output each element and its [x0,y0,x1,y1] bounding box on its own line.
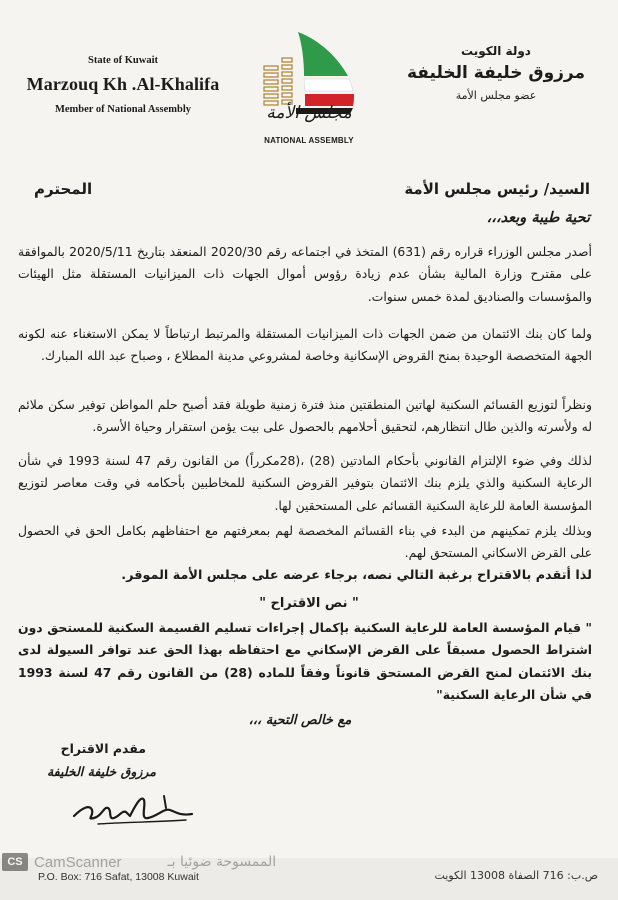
addressee: السيد/ رئيس مجلس الأمة [404,180,590,198]
camscanner-logo-icon: CS [2,853,28,871]
addressee-line [34,180,590,204]
ar-member-name: مرزوق خليفة الخليفة [406,63,586,83]
body-paragraph-3: ونظراً لتوزيع القسائم السكنية لهاتين المنطقتين منذ فترة زمنية طويلة فقد أصبح حلم المواطن توفير سكن ملائم له ولأسرته والذين طال انتظارهم، لتحقيق أحلامهم بالحصول على بيت يؤمن استقرار وحياة الأسرة. [18,397,592,435]
signer-label: مقدم الاقتراح [60,741,146,756]
body-paragraph-1: أصدر مجلس الوزراء قراره رقم (631) المتخذ في اجتماعه رقم 2020/30 المنعقد بتاريخ 2020/5/11 بالموافقة على مقترح وزارة المالية بشأن عدم زيادة رؤوس أموال الجهات ذات الميزانيات المستقلة مثل الهيئات والمؤسسات والصناديق لمدة خمس سنوات. [18,244,592,304]
en-state-label: State of Kuwait [88,55,158,66]
body-paragraph-4: لذلك وفي ضوء الإلتزام القانوني بأحكام المادتين (28) ،(28مكرراً) من القانون رقم 47 لسنة 1993 في شأن الرعاية السكنية والذي يلزم بنك الائتمان بتوفير القروض السكنية للمخاطبين بأحكامه في وقت معاصر لتوزيع المؤسسة العامة للرعاية السكنية القسائم على المستحقين لها. [18,453,592,513]
ar-state-label: دولة الكويت [461,44,531,58]
watermark-arabic: الممسوحة ضوئيا بـ [167,854,277,870]
logo-arabic-wordmark: مجلس الأمة [266,103,352,123]
honorific: المحترم [34,180,93,198]
national-assembly-logo [250,24,368,154]
english-letterhead [8,55,238,115]
closing-request: لذا أتقدم بالاقتراح برغبة التالي نصه، برجاء عرضه على مجلس الأمة الموقر. [121,568,592,583]
scanner-watermark [2,851,276,873]
footer-arabic-address: ص.ب: 716 الصفاة 13008 الكويت [434,869,598,882]
proposal-text: " قيام المؤسسة العامة للرعاية السكنية بإكمال إجراءات تسليم القسيمة السكنية للمستحق دون اشتراط الحصول مسبقاً على القرض الإسكاني مع احتفاظه بهذا الحق عند توافر السيولة لدى بنك الائتمان لمنح القرض المستحق قانوناً وفقاً للماده (28) من القانون رقم 47 لسنة 1993 في شأن الرعاية السكنية" [18,620,592,702]
handwritten-signature [68,786,200,830]
signer-name: مرزوق خليفة الخليفة [46,764,156,779]
logo-english-wordmark: NATIONAL ASSEMBLY [264,136,354,145]
greeting: تحية طيبة وبعد،،، [486,210,590,226]
body-paragraph-2: ولما كان بنك الائتمان من ضمن الجهات ذات الميزانيات المستقلة والمرتبط ارتباطاً لا يمكن الاستغناء عنه لكونه الجهة المتخصصة الوحيدة بمنح القروض الإسكانية وخاصة لمشروعي مدينة المطلاع ، وصباح عبد الله المبارك. [18,326,592,364]
footer-english-address: P.O. Box: 716 Safat, 13008 Kuwait [38,871,199,883]
watermark-english: CamScanner [34,853,122,871]
arabic-letterhead [386,44,606,102]
en-member-role: Member of National Assembly [54,104,191,115]
ar-member-role: عضو مجلس الأمة [455,89,537,102]
regards-line: مع خالص التحية ،،، [248,713,352,728]
body-paragraph-5: وبذلك يلزم تمكينهم من البدء في بناء القسائم المخصصة لهم بمعرفتهم مع احتفاظهم بكامل الحق في الحصول على القرض الاسكاني المستحق لهم. [18,523,592,561]
proposal-title: " نص الاقتراح " [259,596,359,611]
en-member-name: Marzouq Kh .Al-Khalifa [26,74,220,94]
